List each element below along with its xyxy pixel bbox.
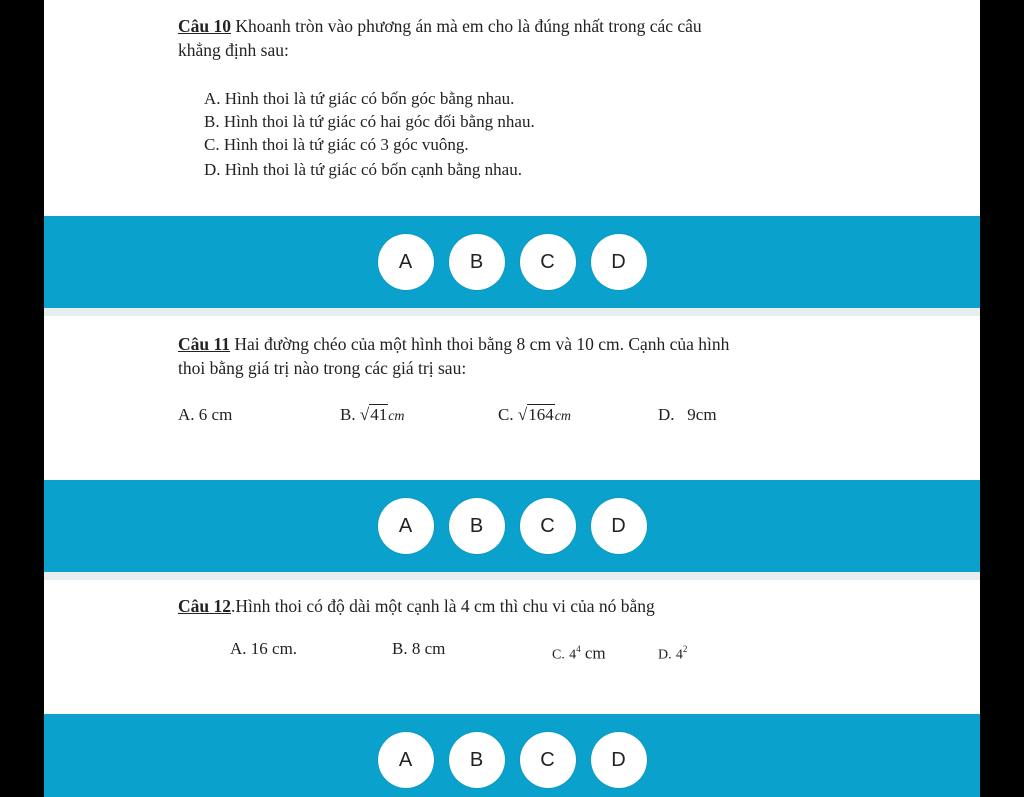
answer-10-b-button[interactable]: B [449,234,505,290]
question-12-choice-d [658,638,687,667]
question-12-choice-c [552,638,606,667]
unit-cm: cm [554,409,572,424]
question-10-line2: khẳng định sau: [178,40,289,60]
question-10-label: Câu 10 [178,16,231,36]
answer-10-a-button[interactable]: A [378,234,434,290]
question-12-line1: .Hình thoi có độ dài một cạnh là 4 cm thì chu vi của nó bằng [231,596,655,616]
answer-12-d-button[interactable]: D [591,732,647,788]
question-12-choice-b: B. 8 cm [392,639,446,658]
question-10 [44,0,980,216]
quiz-page [44,0,980,797]
question-11-line1: Hai đường chéo của một hình thoi bằng 8 cm và 10 cm. Cạnh của hình [230,334,730,354]
question-11-choice-a: A. 6 cm [178,405,233,424]
question-12-text [178,594,898,618]
choice-b-prefix: B. [340,405,356,424]
answer-11-d-button[interactable]: D [591,498,647,554]
question-11-label: Câu 11 [178,334,231,354]
answer-bar-11 [44,480,980,572]
unit-cm: cm [584,643,606,663]
answer-12-a-button[interactable]: A [378,732,434,788]
question-12-choice-a: A. 16 cm. [230,639,298,658]
question-10-choice-b: B. Hình thoi là tứ giác có hai góc đối bằng nhau. [204,112,535,131]
question-10-text [178,14,878,62]
answer-12-c-button[interactable]: C [520,732,576,788]
question-11-line2: thoi bằng giá trị nào trong các giá trị sau: [178,358,467,378]
radicand-164: 164 [528,405,554,424]
power-base: 4 [569,647,577,663]
divider [44,308,980,316]
power-exponent: 2 [682,644,688,654]
answer-11-a-button[interactable]: A [378,498,434,554]
answer-bar-12 [44,714,980,797]
answer-11-c-button[interactable]: C [520,498,576,554]
power-exponent: 4 [576,644,581,654]
sqrt-164: √164 [517,405,554,424]
answer-11-b-button[interactable]: B [449,498,505,554]
divider [44,572,980,580]
question-10-choice-d: D. Hình thoi là tứ giác có bốn cạnh bằng nhau. [204,160,522,179]
question-10-line1: Khoanh tròn vào phương án mà em cho là đúng nhất trong các câu [231,16,702,36]
question-11-choice-c [498,404,571,428]
question-11-text [178,332,898,380]
question-10-choice-c: C. Hình thoi là tứ giác có 3 góc vuông. [204,135,469,154]
answer-10-d-button[interactable]: D [591,234,647,290]
question-11-choice-b [340,404,405,428]
question-11 [44,316,980,480]
question-10-choice-a: A. Hình thoi là tứ giác có bốn góc bằng nhau. [204,89,515,108]
answer-12-b-button[interactable]: B [449,732,505,788]
unit-cm: cm [388,409,405,424]
choice-c-prefix: C. [552,647,565,663]
choice-d-prefix: D. [658,647,672,663]
answer-bar-10 [44,216,980,308]
sqrt-41: √41 [359,405,388,424]
question-11-choice-d: D. 9cm [658,405,717,424]
choice-c-prefix: C. [498,405,514,424]
question-12 [44,580,980,714]
answer-10-c-button[interactable]: C [520,234,576,290]
power-base: 4 [675,647,683,663]
radicand-41: 41 [370,405,388,424]
question-12-label: Câu 12 [178,596,231,616]
